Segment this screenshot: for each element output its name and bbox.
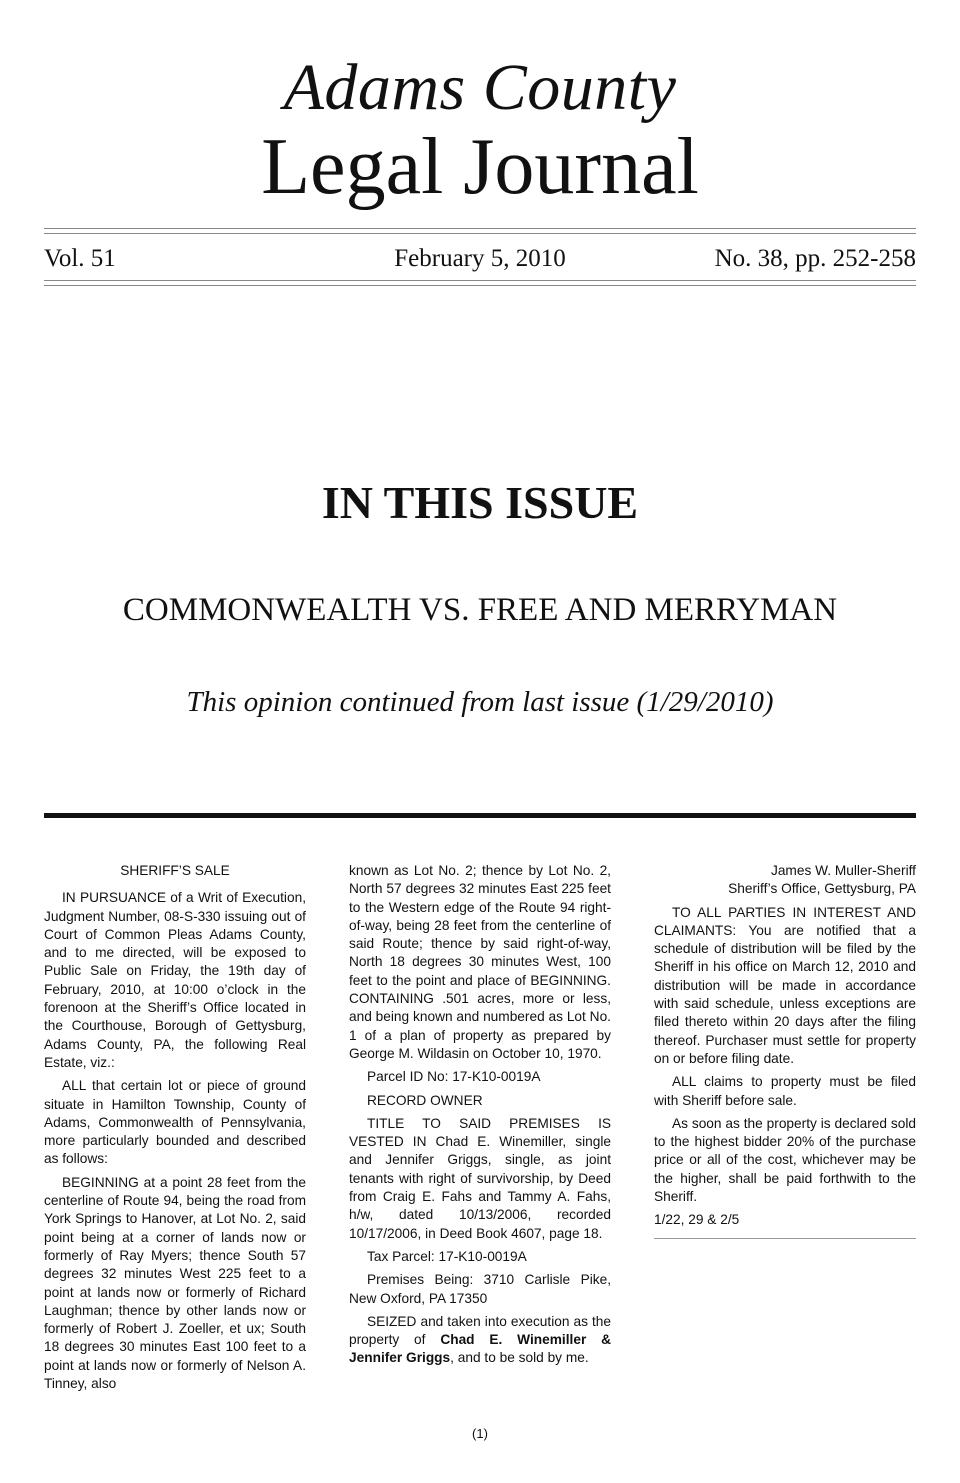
notice-column-2	[349, 862, 611, 1373]
parcel-id: Parcel ID No: 17-K10-0019A	[367, 1069, 541, 1085]
property-owners: Chad E. Winemiller & Jennifer Griggs	[349, 1332, 611, 1366]
record-owner-label: RECORD OWNER	[367, 1092, 483, 1108]
beginning-paragraph: BEGINNING at a point 28 feet from the centerline of Route 94, being the road from York Springs to Hanover, at Lot No. 2, said point being at a corner of lands now or formerly of Ray Myers; thence South 57 degrees 32 minutes West 225 feet to a point at lands now or formerly of Richard Laughman; thence by other lands now or formerly of Robert J. Zoeller, et ux; South 18 degrees 30 minutes East 100 feet to a point at lands now or formerly of Nelson A. Tinney, also	[44, 1174, 306, 1392]
writ-paragraph: IN PURSUANCE of a Writ of Execution, Judgment Number, 08-S-330 issuing out of Court of Common Pleas Adams County, and to me directed, will be exposed to Public Sale on Friday, the 19th day of February, 2010, at 10:00 o’clock in the forenoon at the Sheriff’s Office located in the Courthouse, Borough of Gettysburg, Adams County, PA, the following Real Estate, viz.:	[44, 890, 306, 1070]
journal-title-name: Legal Journal	[261, 123, 699, 211]
section-divider	[44, 813, 916, 818]
issue-bar-bottom-rule	[44, 280, 916, 286]
parties-in-interest-paragraph: TO ALL PARTIES IN INTEREST AND CLAIMANTS: You are notified that a schedule of distribution will be filed by the Sheriff in his office on March 12, 2010 and distribution will be made in accordance with said schedule, unless exceptions are filed thereto within 20 days after the filing thereof. Purchaser must settle for property on or before filing date.	[654, 904, 916, 1066]
volume-label: Vol. 51	[44, 245, 116, 272]
page-number: (1)	[472, 1426, 488, 1441]
seized-text-end: , and to be sold by me.	[450, 1350, 589, 1366]
sheriff-office: Sheriff’s Office, Gettysburg, PA	[728, 881, 916, 897]
issue-bar-top-rule	[44, 228, 916, 234]
property-description-paragraph: ALL that certain lot or piece of ground situate in Hamilton Township, County of Adams, Commonwealth of Pennsylvania, more particularly bounded and described as follows:	[44, 1078, 306, 1167]
notice-end-rule	[654, 1238, 916, 1239]
issue-number-pages: No. 38, pp. 252-258	[714, 245, 916, 272]
premises-address: Premises Being: 3710 Carlisle Pike, New Oxford, PA 17350	[349, 1272, 611, 1306]
issue-date: February 5, 2010	[394, 245, 566, 272]
case-title: COMMONWEALTH VS. FREE AND MERRYMAN	[122, 592, 838, 628]
publication-dates: 1/22, 29 & 2/5	[654, 1212, 740, 1228]
case-continuation-note: This opinion continued from last issue (1/29/2010)	[186, 686, 774, 718]
notice-column-1	[44, 862, 306, 1398]
notice-column-3	[654, 862, 916, 1239]
issue-bar	[44, 244, 916, 274]
sheriff-name: James W. Muller-Sheriff	[770, 863, 916, 878]
seized-paragraph	[349, 1313, 611, 1368]
masthead	[0, 48, 960, 210]
seized-text: SEIZED and taken into execution as the property of	[349, 1313, 611, 1348]
tax-parcel: Tax Parcel: 17-K10-0019A	[367, 1248, 527, 1264]
journal-title-county: Adams County	[283, 51, 677, 124]
beginning-paragraph-continued: known as Lot No. 2; thence by Lot No. 2, North 57 degrees 32 minutes East 225 feet to the Western edge of the Route 94 right-of-way, being 28 feet from the centerline of said Route; thence by said right-of-way, North 18 degrees 30 minutes West, 100 feet to the point and place of BEGINNING. CONTAINING .501 acres, more or less, and being known and numbered as Lot No. 1 of a plan of property as prepared by George M. Wildasin on October 10, 1970.	[349, 863, 611, 1061]
payment-terms-paragraph: As soon as the property is declared sold to the highest bidder 20% of the purchase price or all of the cost, whichever may be the higher, shall be paid forthwith to the Sheriff.	[654, 1115, 916, 1205]
in-this-issue-heading: IN THIS ISSUE	[321, 477, 639, 528]
title-vested-paragraph: TITLE TO SAID PREMISES IS VESTED IN Chad E. Winemiller, single and Jennifer Griggs, single, as joint tenants with right of survivorship, by Deed from Craig E. Fahs and Tammy A. Fahs, h/w, dated 10/13/2006, recorded 10/17/2006, in Deed Book 4607, page 18.	[349, 1115, 611, 1241]
claims-paragraph: ALL claims to property must be filed with Sheriff before sale.	[654, 1074, 916, 1108]
sheriffs-sale-heading: SHERIFF’S SALE	[120, 863, 230, 878]
